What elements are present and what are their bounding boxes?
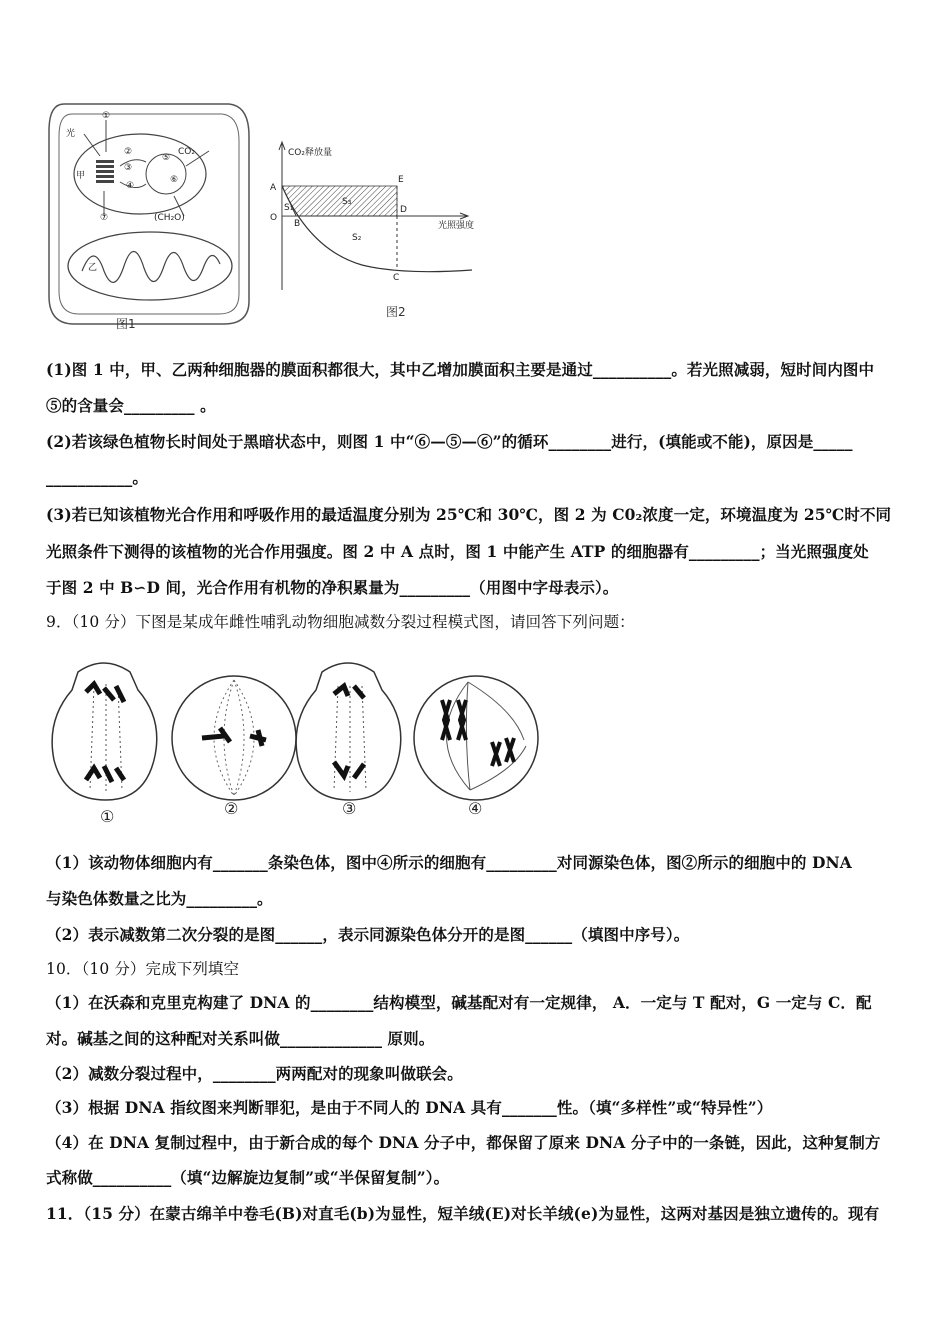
meiosis-label-1: ① bbox=[100, 807, 115, 826]
meiosis-label-2: ② bbox=[224, 799, 239, 818]
label-yi: 乙 bbox=[88, 263, 98, 273]
q10-part-4-line-2: 式称做__________（填“边解旋边复制”或“半保留复制”）。 bbox=[46, 1168, 450, 1187]
q10-part-1-line-1: （1）在沃森和克里克构建了 DNA 的________结构模型，碱基配对有一定规律， A．一定与 T 配对，G 一定与 C．配 bbox=[46, 993, 872, 1012]
q10-part-1-line-2: 对。碱基之间的这种配对关系叫做_____________ 原则。 bbox=[46, 1029, 435, 1048]
q10-part-2: （2）减数分裂过程中，________两两配对的现象叫做联会。 bbox=[46, 1064, 463, 1083]
q8-line-3: (2)若该绿色植物长时间处于黑暗状态中，则图 1 中“⑥—⑤—⑥”的循环________进行，(填能或不能)，原因是_____ bbox=[46, 432, 853, 451]
figure-1-caption: 图1 bbox=[116, 317, 136, 331]
mitochondrion-cristae bbox=[82, 251, 220, 282]
figure-2-caption: 图2 bbox=[386, 305, 406, 319]
meiosis-cell-3 bbox=[296, 663, 401, 818]
figure-2-co2-graph bbox=[262, 140, 492, 330]
q8-line-4: ___________。 bbox=[46, 468, 148, 487]
figure-meiosis-cells bbox=[44, 650, 544, 830]
point-b: B bbox=[294, 219, 301, 229]
point-d: D bbox=[400, 205, 407, 215]
q8-line-2: ⑤的含量会_________ 。 bbox=[46, 396, 216, 415]
q9-part-2: （2）表示减数第二次分裂的是图______，表示同源染色体分开的是图______（填图中序号）。 bbox=[46, 925, 690, 944]
area-label-s2: S₂ bbox=[352, 233, 362, 243]
point-c: C bbox=[393, 273, 400, 283]
label-n2: ② bbox=[124, 147, 133, 157]
q10-part-4-line-1: （4）在 DNA 复制过程中，由于新合成的每个 DNA 分子中，都保留了原来 DNA 分子中的一条链，因此，这种复制方 bbox=[46, 1133, 881, 1152]
label-n3: ③ bbox=[124, 163, 133, 173]
area-s3 bbox=[282, 186, 397, 216]
point-e: E bbox=[398, 175, 404, 185]
q11-title: 11．（15 分）在蒙古绵羊中卷毛(B)对直毛(b)为显性，短羊绒(E)对长羊绒(e)为显性，这两对基因是独立遗传的。现有 bbox=[46, 1204, 880, 1223]
label-light: 光 bbox=[66, 129, 76, 139]
point-a: A bbox=[270, 183, 277, 193]
q8-line-1: (1)图 1 中，甲、乙两种细胞器的膜面积都很大，其中乙增加膜面积主要是通过__________。若光照减弱，短时间内图中 bbox=[46, 360, 875, 379]
q9-part-1-line-2: 与染色体数量之比为_________。 bbox=[46, 889, 273, 908]
label-jia: 甲 bbox=[76, 171, 86, 181]
meiosis-label-4: ④ bbox=[468, 799, 483, 818]
ylabel: CO₂释放量 bbox=[288, 148, 332, 158]
figure-1-cell-diagram bbox=[44, 96, 264, 336]
q10-part-3: （3）根据 DNA 指纹图来判断罪犯，是由于不同人的 DNA 具有_______性。（填“多样性”或“特异性”） bbox=[46, 1098, 773, 1117]
label-n7: ⑦ bbox=[100, 213, 109, 223]
meiosis-cell-1 bbox=[52, 663, 157, 826]
q8-line-5: (3)若已知该植物光合作用和呼吸作用的最适温度分别为 25℃和 30℃，图 2 为 C0₂浓度一定，环境温度为 25℃时不同 bbox=[46, 505, 892, 524]
label-n4: ④ bbox=[126, 181, 135, 191]
grana-stack bbox=[96, 160, 114, 183]
area-label-s1: S₁ bbox=[284, 203, 294, 213]
meiosis-cell-2 bbox=[172, 676, 296, 818]
q8-line-6: 光照条件下测得的该植物的光合作用强度。图 2 中 A 点时，图 1 中能产生 ATP 的细胞器有_________；当光照强度处 bbox=[46, 542, 869, 561]
xlabel: 光照强度 bbox=[438, 221, 475, 231]
q8-line-7: 于图 2 中 B∽D 间，光合作用有机物的净积累量为_________（用图中字母表示）。 bbox=[46, 578, 619, 597]
label-n1: ① bbox=[102, 111, 111, 121]
meiosis-label-3: ③ bbox=[342, 799, 357, 818]
q9-title: 9．（10 分）下图是某成年雌性哺乳动物细胞减数分裂过程模式图，请回答下列问题： bbox=[46, 613, 635, 631]
meiosis-cell-4 bbox=[414, 676, 538, 818]
label-ch2o: (CH₂O) bbox=[154, 213, 185, 223]
label-n5: ⑤ bbox=[162, 153, 171, 163]
q10-title: 10．（10 分）完成下列填空 bbox=[46, 960, 240, 978]
label-co2: CO₂ bbox=[178, 147, 195, 157]
area-label-s3: S₃ bbox=[342, 197, 352, 207]
q9-part-1-line-1: （1）该动物体细胞内有_______条染色体，图中④所示的细胞有_________对同源染色体，图②所示的细胞中的 DNA bbox=[46, 853, 852, 872]
point-o: O bbox=[270, 213, 278, 223]
label-n6: ⑥ bbox=[170, 175, 179, 185]
